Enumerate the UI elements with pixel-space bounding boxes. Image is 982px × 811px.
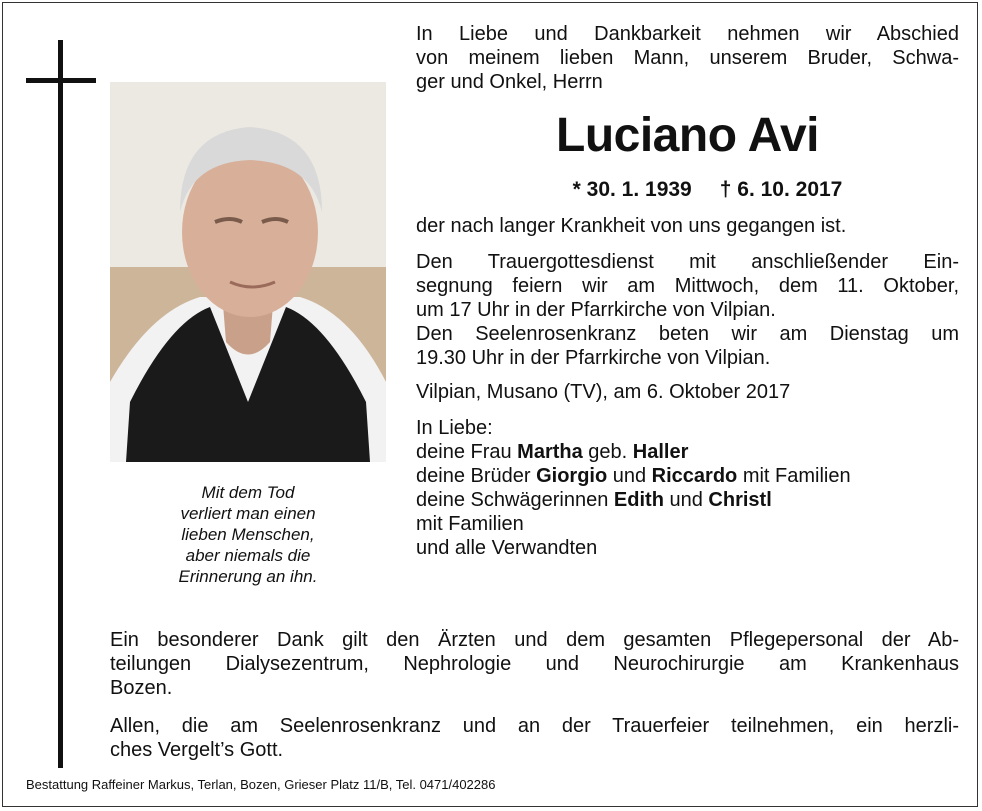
service-line: Den Trauergottesdienst mit anschließender Ein- [416,251,959,273]
sig-name: Edith [613,489,664,511]
sig-text: geb. [582,441,633,463]
intro-line: von meinem lieben Mann, unserem Bruder, Schwa- [416,47,959,69]
funeral-home-footer: Bestattung Raffeiner Markus, Terlan, Bozen, Grieser Platz 11/B, Tel. 0471/402286 [26,777,496,792]
thanks-line: teilungen Dialysezentrum, Nephrologie und Neurochirurgie am Krankenhaus [110,653,959,675]
quote-line: lieben Menschen, [181,525,315,544]
place-date [416,380,959,404]
portrait-photo [110,82,386,462]
cross-icon [58,40,63,768]
sig-text: deine Schwägerinnen [416,489,614,511]
thanks2-line: Allen, die am Seelenrosenkranz und an der Trauerfeier teilnehmen, ein herzli- [110,715,959,737]
intro-line: ger und Onkel, Herrn [416,71,603,93]
service-text [416,250,959,370]
signature-line: In Liebe: [416,417,493,439]
intro-line: In Liebe und Dankbarkeit nehmen wir Abschied [416,23,959,45]
dates [416,178,959,202]
signature-line: mit Familien [416,513,524,535]
sig-name: Christl [708,489,772,511]
signature-line: und alle Verwandten [416,537,598,559]
thanks-text [110,628,959,762]
deceased-name: Luciano Avi [556,109,819,162]
sig-name: Haller [632,441,689,463]
thanks2-line: ches Vergelt’s Gott. [110,739,284,761]
sig-text: deine Frau [416,441,518,463]
sig-name: Riccardo [651,465,738,487]
quote-line: Mit dem Tod [201,483,295,502]
signature-line [416,440,959,464]
sig-text: mit Familien [737,465,851,487]
intro [416,22,959,94]
quote [110,482,386,587]
service-line: um 17 Uhr in der Pfarrkirche von Vilpian. [416,299,776,321]
thanks-line: Bozen. [110,677,173,699]
place-date-line: Vilpian, Musano (TV), am 6. Oktober 2017 [416,381,791,403]
sig-text: deine Brüder [416,465,537,487]
sig-text: und [663,489,709,511]
signature-line [416,464,959,488]
signature-line [416,488,959,512]
sig-name: Giorgio [536,465,608,487]
passed-line: der nach langer Krankheit von uns gegangen ist. [416,215,847,237]
quote-line: verliert man einen [180,504,316,523]
cross-icon-bar [26,78,96,83]
quote-line: aber niemals die [185,546,311,565]
death-date: † 6. 10. 2017 [719,178,843,201]
main-text [416,22,959,560]
signature [416,416,959,560]
passed-text [416,214,959,238]
service-line: 19.30 Uhr in der Pfarrkirche von Vilpian. [416,347,771,369]
thanks-line: Ein besonderer Dank gilt den Ärzten und dem gesamten Pflegepersonal der Ab- [110,629,959,651]
quote-line: Erinnerung an ihn. [178,567,318,586]
sig-text: und [607,465,652,487]
service-line: Den Seelenrosenkranz beten wir am Dienstag um [416,323,959,345]
service-line: segnung feiern wir am Mittwoch, dem 11. Oktober, [416,275,959,297]
sig-name: Martha [517,441,583,463]
birth-date: * 30. 1. 1939 [572,178,692,201]
